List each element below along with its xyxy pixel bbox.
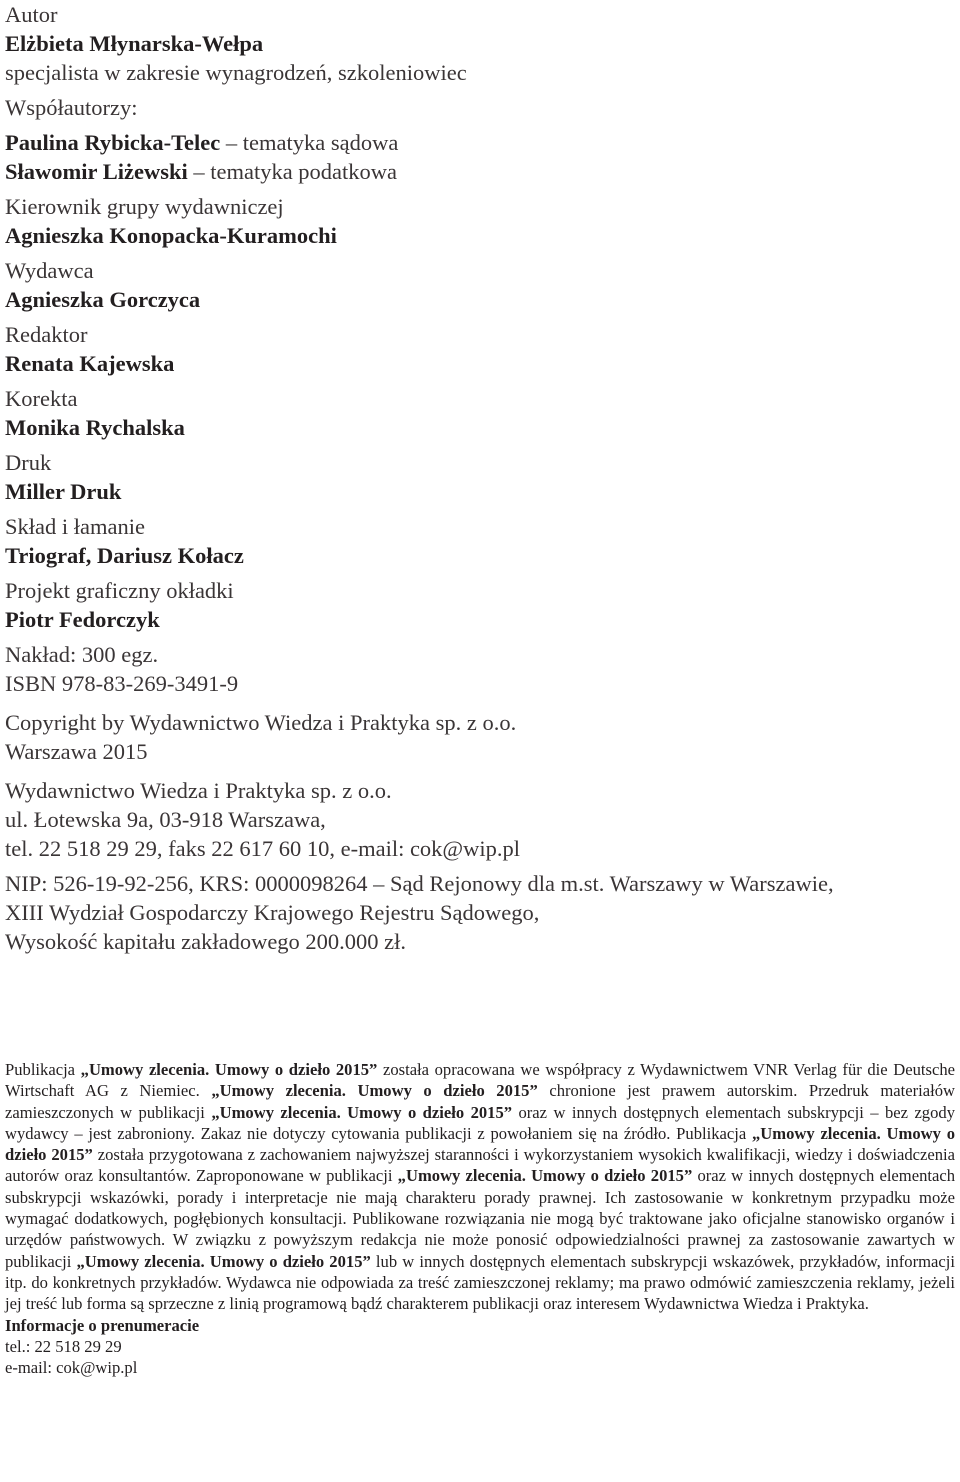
place-year: Warszawa 2015 xyxy=(5,739,148,764)
credits-block xyxy=(5,0,955,956)
editor-label: Redaktor xyxy=(5,322,88,347)
legal-paragraph xyxy=(5,1059,955,1315)
registry-line-3: Wysokość kapitału zakładowego 200.000 zł. xyxy=(5,929,407,954)
company-contact: tel. 22 518 29 29, faks 22 617 60 10, e-mail: cok@wip.pl xyxy=(5,836,521,861)
copyright: Copyright by Wydawnictwo Wiedza i Praktyka sp. z o.o. xyxy=(5,710,517,735)
coauthor-2-name: Sławomir Liżewski xyxy=(5,159,188,184)
author-description: specjalista w zakresie wynagrodzeń, szkoleniowiec xyxy=(5,60,467,85)
subscription-email: e-mail: cok@wip.pl xyxy=(5,1358,138,1378)
legal-text-4: oraz w innych dostępnych elementach subskrypcji – bez zgody wydawcy – jest zabroniony. Zakaz nie dotyczy cytowania publikacji z powołaniem się na źródło. Publikacja xyxy=(5,1102,955,1143)
publication-title-1: „Umowy zlecenia. Umowy o dzieło 2015” xyxy=(80,1060,378,1079)
company-address: ul. Łotewska 9a, 03-918 Warszawa, xyxy=(5,807,326,832)
printing-label: Druk xyxy=(5,450,52,475)
legal-text-5: została przygotowana z zachowaniem najwyższej staranności i wykorzystaniem wysokich kwalifikacji, wiedzy i doświadczenia autorów oraz konsultantów. Zaproponowane w publikacji xyxy=(5,1145,955,1186)
subscription-header: Informacje o prenumeracie xyxy=(5,1315,200,1335)
publication-title-3: „Umowy zlecenia. Umowy o dzieło 2015” xyxy=(211,1102,513,1122)
typesetting-name: Triograf, Dariusz Kołacz xyxy=(5,543,244,568)
author-name: Elżbieta Młynarska-Wełpa xyxy=(5,31,264,56)
legal-text-2: została opracowana we współpracy z Wydawnictwem VNR Verlag für die Deutsche Wirtschaft AG z Niemiec. xyxy=(5,1060,955,1101)
author-label: Autor xyxy=(5,2,58,27)
group-head-label: Kierownik grupy wydawniczej xyxy=(5,194,284,219)
publisher-name: Agnieszka Gorczyca xyxy=(5,287,201,312)
registry-line-2: XIII Wydział Gospodarczy Krajowego Rejestru Sądowego, xyxy=(5,900,540,925)
editor-name: Renata Kajewska xyxy=(5,351,175,376)
subscription-phone: tel.: 22 518 29 29 xyxy=(5,1336,122,1356)
printing-name: Miller Druk xyxy=(5,479,122,504)
publication-title-2: „Umowy zlecenia. Umowy o dzieło 2015” xyxy=(211,1081,538,1101)
coauthor-1-topic: – tematyka sądowa xyxy=(220,130,399,155)
publication-title-6: „Umowy zlecenia. Umowy o dzieło 2015” xyxy=(76,1251,371,1271)
legal-text-7: lub w innych dostępnych elementach subskrypcji wskazówek, przykładów, informacji itp. do konkretnych przykładów. Wydawca nie odpowiada za treść zamieszczonej reklamy; ma prawo odmówić zamieszczenia reklamy, jeżeli jej treść lub forma są sprzeczne z linią programową bądź charakterem publikacji oraz interesem Wydawnictwa Wiedza i Praktyka. xyxy=(5,1251,955,1314)
coauthor-2 xyxy=(5,157,955,186)
group-head-name: Agnieszka Konopacka-Kuramochi xyxy=(5,223,337,248)
legal-text-3: chronione jest prawem autorskim. Przedruk materiałów zamieszczonych w publikacji xyxy=(5,1081,955,1122)
coauthors-label: Współautorzy: xyxy=(5,95,138,120)
registry-line-1: NIP: 526-19-92-256, KRS: 0000098264 – Sąd Rejonowy dla m.st. Warszawy w Warszawie, xyxy=(5,871,834,896)
company-name: Wydawnictwo Wiedza i Praktyka sp. z o.o. xyxy=(5,778,392,803)
publisher-label: Wydawca xyxy=(5,258,94,283)
legal-text-6: oraz w innych dostępnych elementach subskrypcji wskazówki, porady i interpretacje nie mają charakteru porady prawnej. Ich zastosowanie w konkretnym przypadku może wymagać dodatkowych, pogłębionych konsultacji. Publikowane rozwiązania nie mogą być traktowane jako oficjalne stanowisko organów i urzędów państwowych. W związku z powyższym redakcja nie może ponosić odpowiedzialności prawnej za zastosowanie zawartych w publikacji xyxy=(5,1166,955,1271)
isbn: ISBN 978-83-269-3491-9 xyxy=(5,671,239,696)
print-run: Nakład: 300 egz. xyxy=(5,642,159,667)
cover-design-label: Projekt graficzny okładki xyxy=(5,578,234,603)
legal-notice xyxy=(5,1059,955,1378)
coauthor-1-name: Paulina Rybicka-Telec xyxy=(5,130,221,155)
coauthor-1 xyxy=(5,128,955,157)
publication-title-5: „Umowy zlecenia. Umowy o dzieło 2015” xyxy=(397,1166,693,1186)
cover-design-name: Piotr Fedorczyk xyxy=(5,607,160,632)
typesetting-label: Skład i łamanie xyxy=(5,514,145,539)
coauthor-2-topic: – tematyka podatkowa xyxy=(187,159,398,184)
publication-title-4: „Umowy zlecenia. Umowy o dzieło 2015” xyxy=(5,1123,955,1165)
legal-text-1: Publikacja xyxy=(5,1060,81,1079)
proofreading-label: Korekta xyxy=(5,386,78,411)
proofreading-name: Monika Rychalska xyxy=(5,415,185,440)
